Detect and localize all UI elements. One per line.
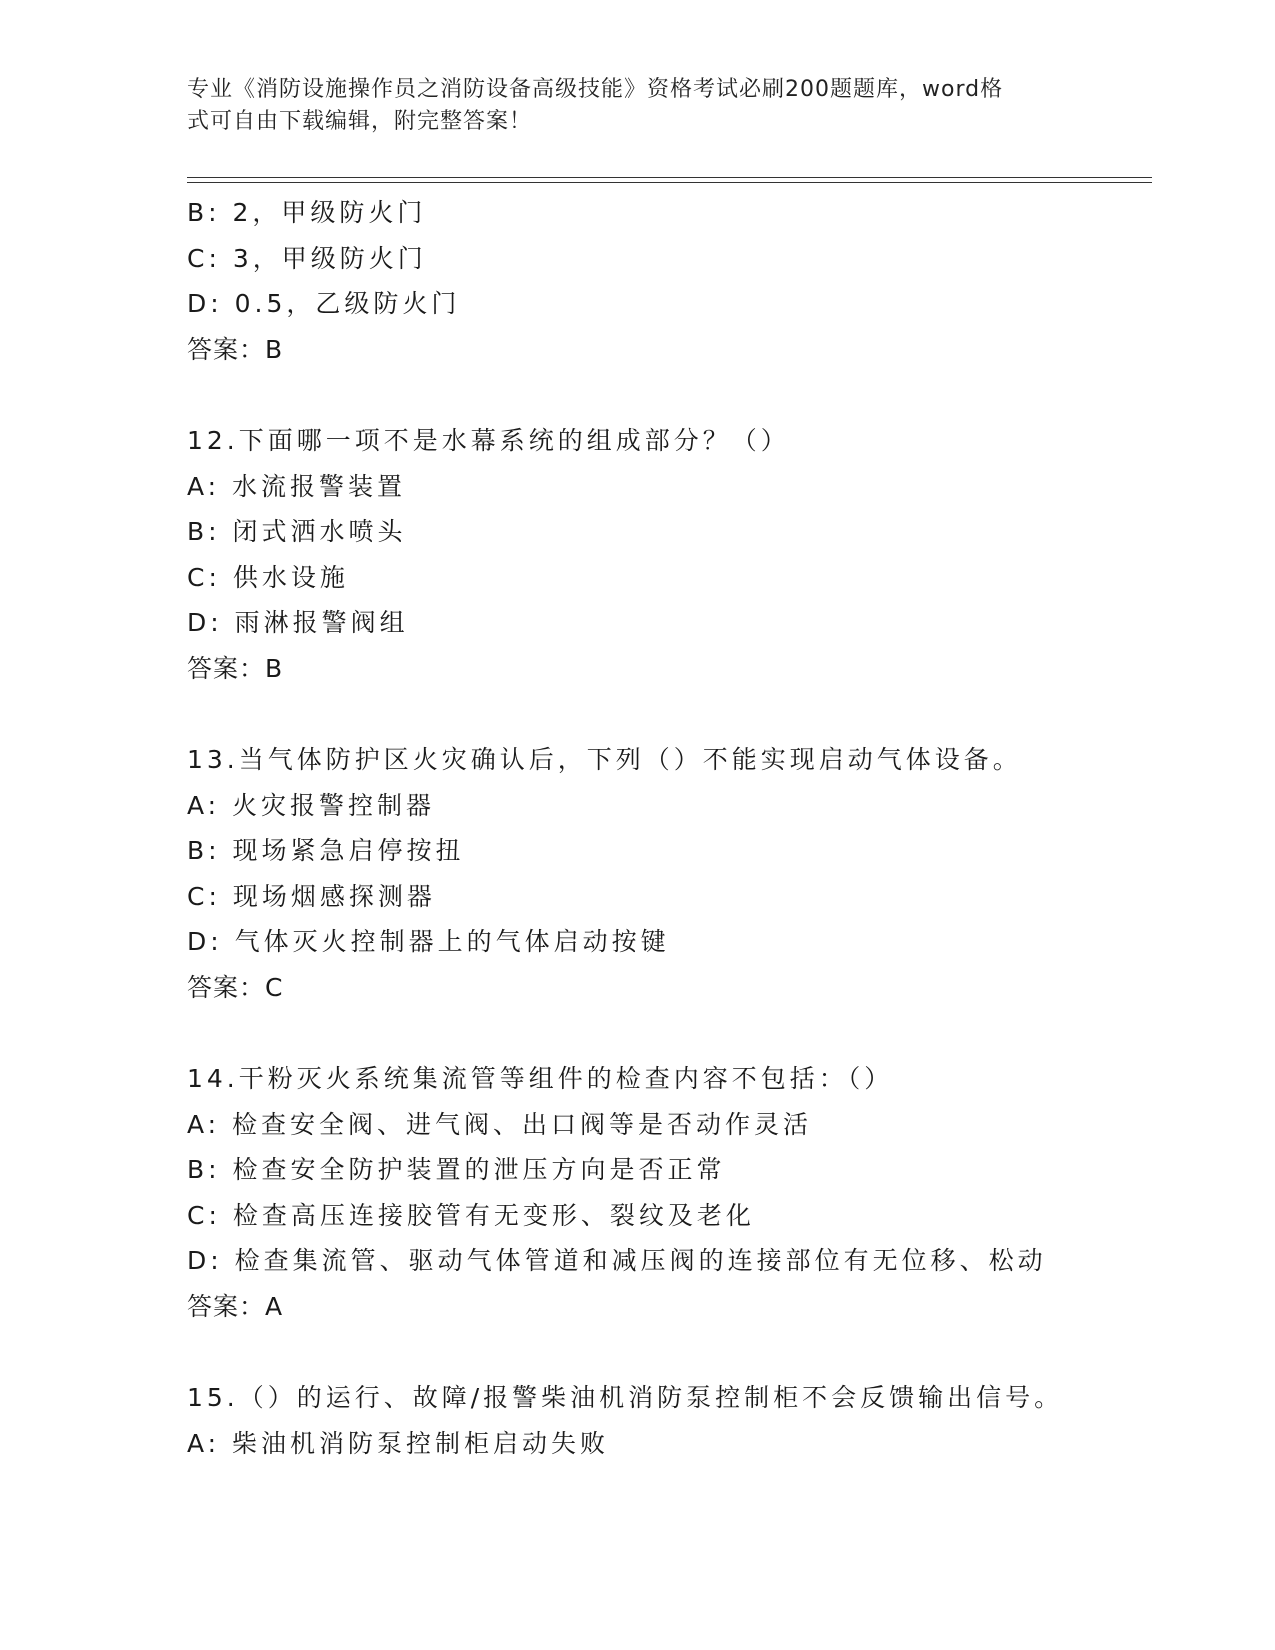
option-c: C: 3，甲级防火门: [187, 243, 427, 273]
option-a: A: 柴油机消防泵控制柜启动失败: [187, 1428, 610, 1458]
option-d: D: 检查集流管、驱动气体管道和减压阀的连接部位有无位移、松动: [187, 1246, 1047, 1275]
header-line-1: 专业《消防设施操作员之消防设备高级技能》资格考试必刷200题题库，word格: [187, 77, 1004, 102]
option-a: A: 火灾报警控制器: [187, 790, 436, 820]
option-b: B: 闭式洒水喷头: [187, 517, 407, 546]
answer-label: 答案：B: [187, 334, 284, 364]
answer-label: 答案：B: [187, 653, 284, 683]
option-b: B: 现场紧急启停按扭: [187, 836, 465, 865]
option-c: C: 现场烟感探测器: [187, 881, 436, 911]
header-line-2: 式可自由下载编辑，附完整答案！: [187, 109, 533, 134]
option-d: D: 雨淋报警阀组: [187, 608, 409, 637]
option-a: A: 检查安全阀、进气阀、出口阀等是否动作灵活: [187, 1109, 813, 1139]
question-text: 13.当气体防护区火灾确认后，下列（）不能实现启动气体设备。: [187, 745, 1022, 774]
question-text: 14.干粉灭火系统集流管等组件的检查内容不包括：（）: [187, 1064, 894, 1093]
option-d: D: 0.5，乙级防火门: [187, 289, 461, 318]
answer-label: 答案：A: [187, 1291, 284, 1321]
question-list: [187, 190, 1147, 1466]
header-divider-bottom: [187, 182, 1152, 183]
option-b: B: 2，甲级防火门: [187, 198, 427, 227]
question-text: 15.（）的运行、故障/报警柴油机消防泵控制柜不会反馈输出信号。: [187, 1383, 1064, 1412]
question-block-12: [187, 418, 1147, 691]
option-c: C: 供水设施: [187, 562, 349, 592]
question-block-carryover: [187, 190, 1147, 372]
question-block-14: [187, 1056, 1147, 1329]
answer-label: 答案：C: [187, 972, 284, 1002]
question-block-13: [187, 737, 1147, 1010]
header-divider-top: [187, 177, 1152, 178]
option-a: A: 水流报警装置: [187, 471, 407, 501]
option-c: C: 检查高压连接胶管有无变形、裂纹及老化: [187, 1200, 755, 1230]
question-block-15: [187, 1375, 1147, 1466]
document-header: [187, 74, 1067, 138]
option-d: D: 气体灭火控制器上的气体启动按键: [187, 927, 670, 956]
question-text: 12.下面哪一项不是水幕系统的组成部分？（）: [187, 426, 790, 455]
option-b: B: 检查安全防护装置的泄压方向是否正常: [187, 1155, 726, 1184]
